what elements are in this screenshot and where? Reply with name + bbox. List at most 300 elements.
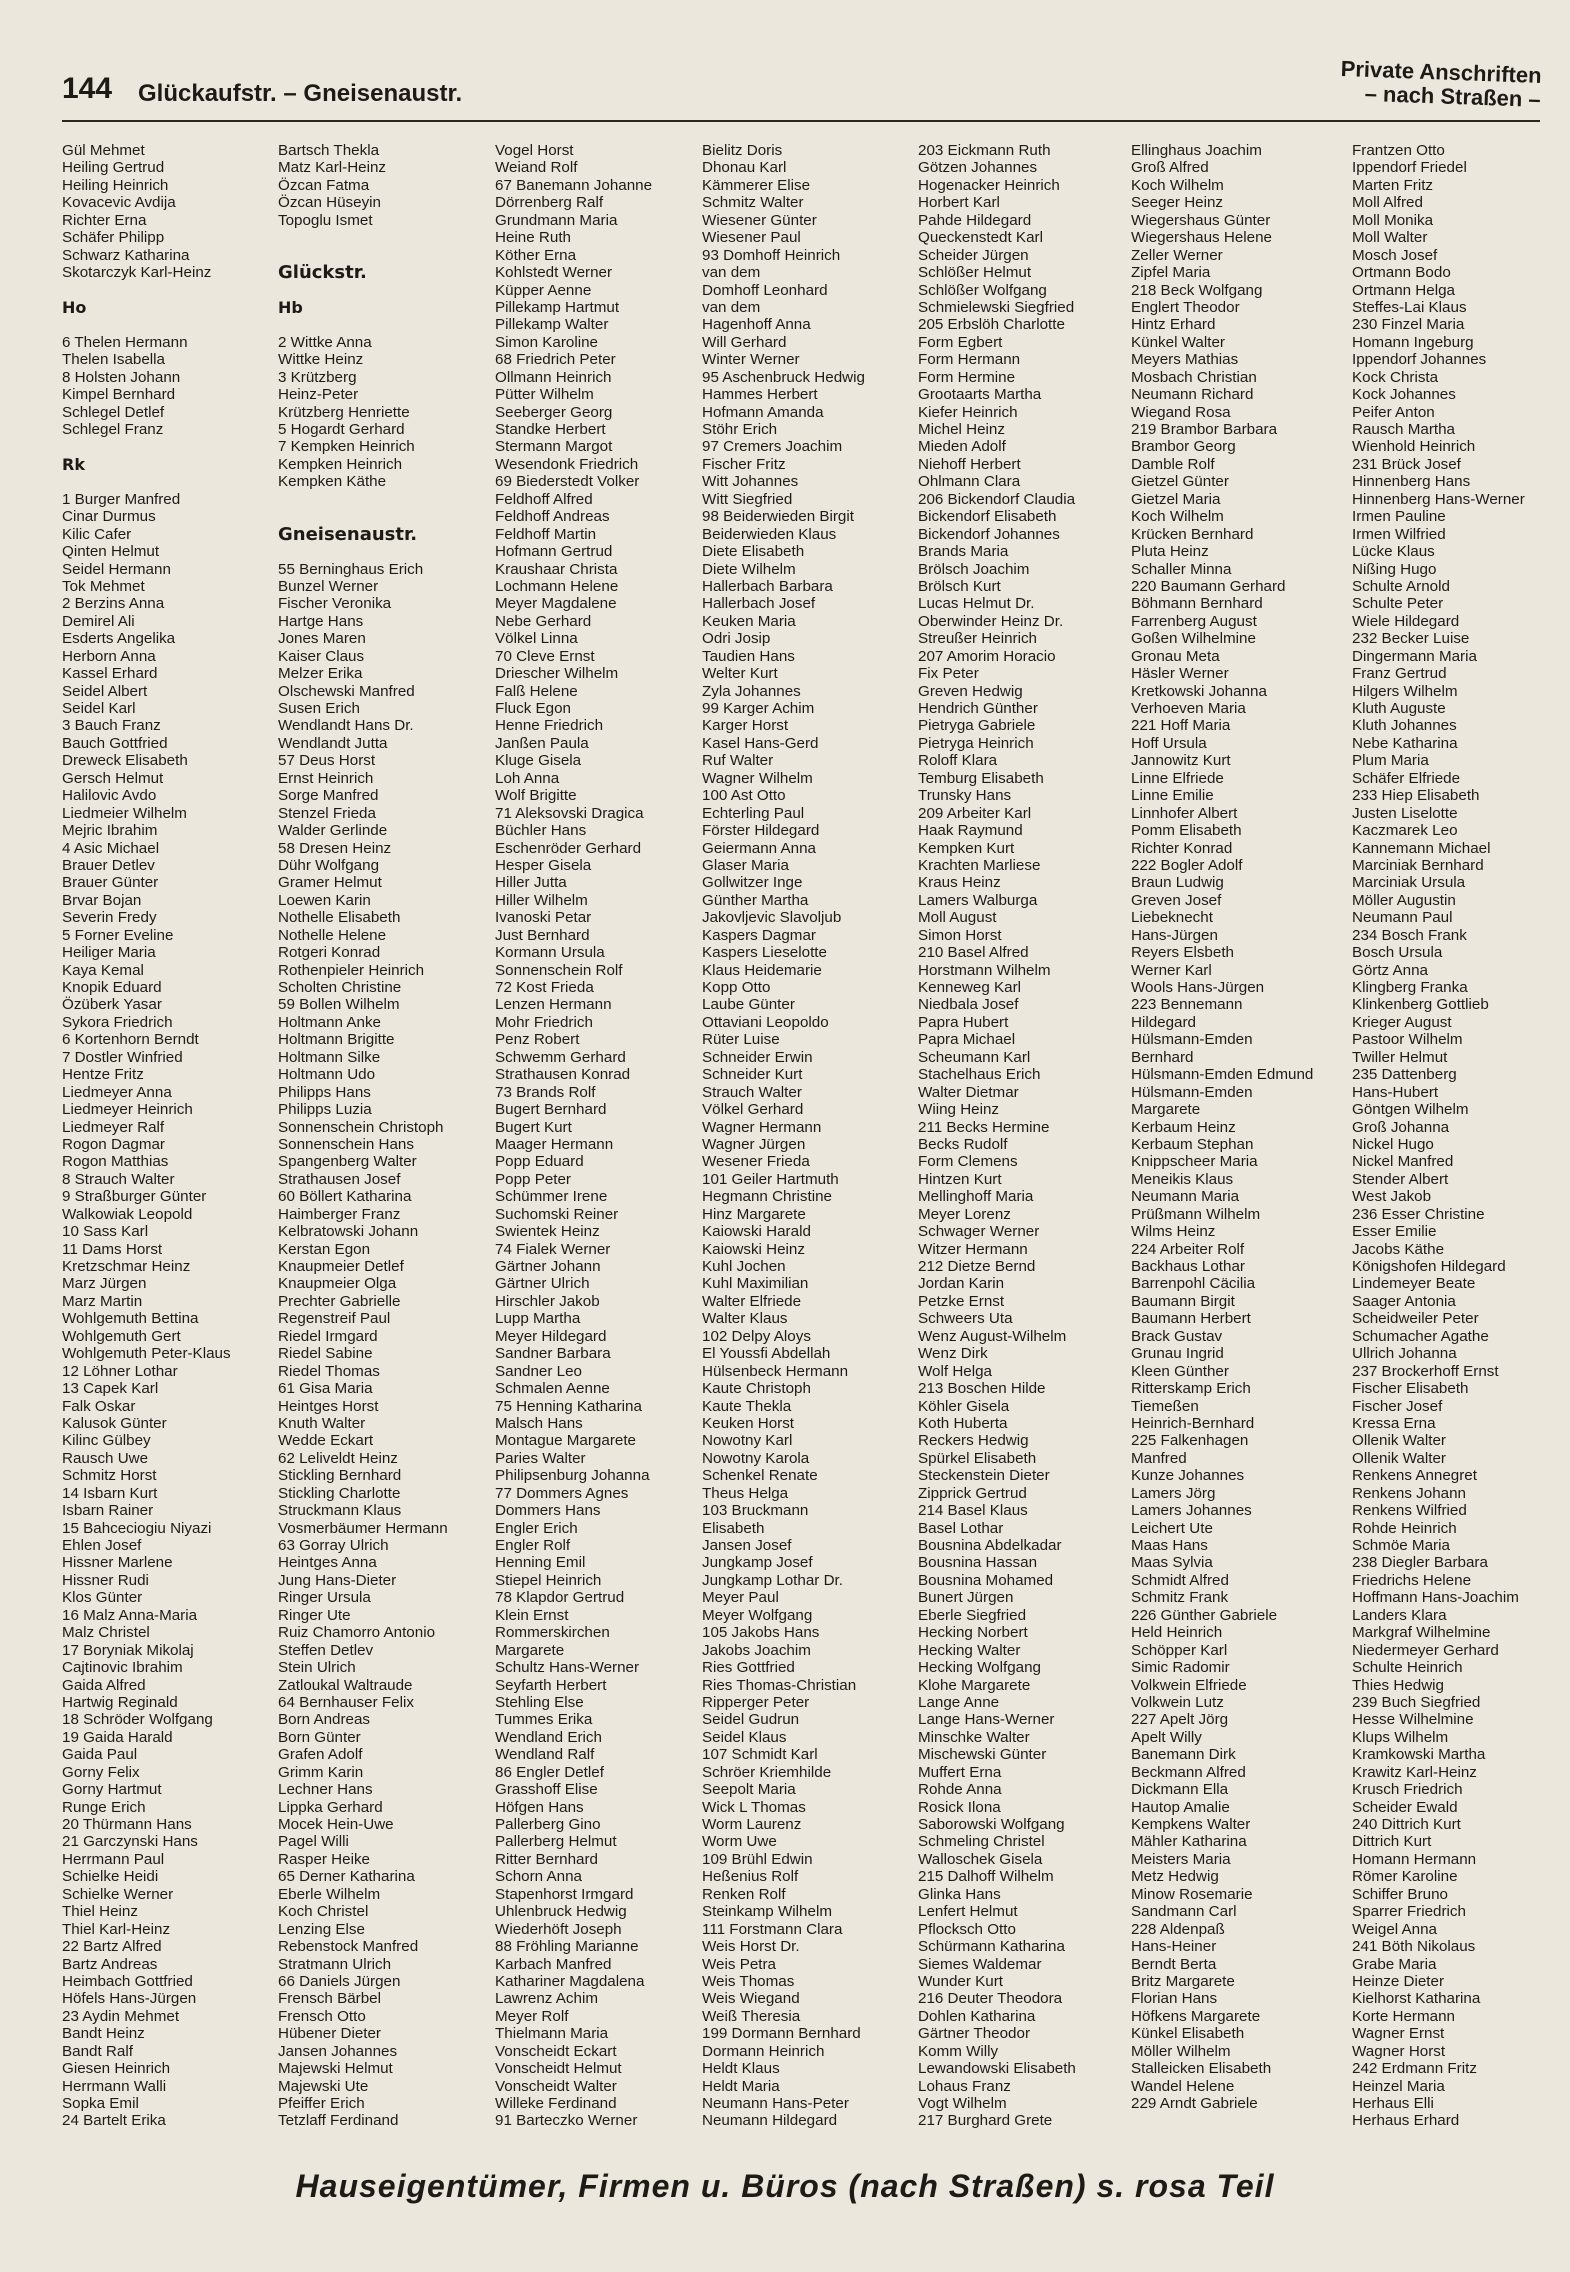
resident-entry: Domhoff Leonhard — [702, 281, 828, 299]
resident-entry: Bousnina Abdelkadar — [918, 1537, 1062, 1554]
resident-entry: Bielitz Doris — [702, 142, 783, 159]
spacer — [278, 491, 448, 508]
resident-entry: Braun Ludwig — [1131, 874, 1224, 892]
resident-entry: Kretkowski Johanna — [1131, 682, 1267, 700]
resident-entry: Nißing Hugo — [1352, 560, 1437, 578]
resident-entry: Kilinc Gülbey — [62, 1432, 151, 1450]
resident-entry: Spürkel Elisabeth — [918, 1449, 1037, 1467]
resident-entry: Schielke Heidi — [62, 1868, 159, 1886]
resident-entry: Tummes Erika — [495, 1711, 593, 1729]
resident-entry: Bousnina Mohamed — [918, 1571, 1054, 1589]
resident-entry: Form Egbert — [918, 333, 1003, 351]
resident-entry: Hinnenberg Hans-Werner — [1352, 490, 1525, 508]
resident-entry: Renkens Annegret — [1352, 1467, 1477, 1485]
resident-entry: Knaupmeier Detlef — [278, 1258, 404, 1275]
resident-entry: Schümmer Irene — [495, 1188, 608, 1206]
resident-entry: 98 Beiderwieden Birgit — [702, 508, 854, 526]
resident-entry: 67 Banemann Johanne — [495, 176, 653, 194]
resident-entry: Montague Margarete — [495, 1432, 636, 1450]
resident-entry: Marz Martin — [62, 1292, 143, 1310]
resident-entry: Stender Albert — [1352, 1170, 1449, 1188]
resident-entry: Nebe Gerhard — [495, 612, 592, 630]
resident-entry: Küpper Aenne — [495, 281, 592, 299]
section-heading: Gneisenaustr. — [278, 523, 418, 545]
resident-entry: Ivanoski Petar — [495, 909, 592, 927]
resident-entry: Schmalen Aenne — [495, 1380, 610, 1398]
resident-entry: Ortmann Bodo — [1352, 264, 1451, 282]
resident-entry: Neumann Maria — [1131, 1188, 1240, 1206]
resident-entry: 235 Dattenberg — [1352, 1066, 1457, 1084]
resident-entry: Florian Hans — [1131, 1990, 1218, 2008]
resident-entry: 73 Brands Rolf — [495, 1083, 596, 1101]
resident-entry: Lucas Helmut Dr. — [918, 595, 1035, 613]
resident-entry: 78 Klapdor Gertrud — [495, 1589, 625, 1607]
resident-entry: Severin Fredy — [62, 909, 157, 927]
resident-entry: 222 Bogler Adolf — [1131, 856, 1243, 874]
resident-entry: Diete Elisabeth — [702, 543, 805, 561]
resident-entry: Halilovic Avdo — [62, 787, 157, 805]
resident-entry: Fix Peter — [918, 665, 979, 683]
resident-entry: Renken Rolf — [702, 1885, 786, 1903]
resident-entry: Holtmann Udo — [278, 1066, 376, 1084]
resident-entry: Wolf Helga — [918, 1362, 993, 1380]
resident-entry: Thiel Karl-Heinz — [62, 1920, 171, 1938]
resident-entry: Frantzen Otto — [1352, 142, 1445, 159]
resident-entry: Walter Elfriede — [702, 1292, 802, 1310]
resident-entry: 70 Cleve Ernst — [495, 647, 595, 665]
resident-entry: Hesper Gisela — [495, 856, 592, 874]
resident-entry: Bugert Bernhard — [495, 1101, 607, 1119]
resident-entry: Vonscheidt Eckart — [495, 2042, 617, 2060]
resident-entry: Moll August — [918, 909, 997, 927]
resident-entry: 59 Bollen Wilhelm — [278, 996, 400, 1014]
resident-entry: Eberle Siegfried — [918, 1606, 1027, 1624]
resident-entry: Kasel Hans-Gerd — [702, 734, 819, 752]
resident-entry: 103 Bruckmann — [702, 1502, 809, 1520]
resident-entry: Schmeling Christel — [918, 1833, 1045, 1851]
resident-entry: Herrmann Paul — [62, 1850, 165, 1868]
resident-entry: Krachten Marliese — [918, 856, 1041, 874]
resident-entry: Pietryga Gabriele — [918, 717, 1036, 735]
resident-entry: Pahde Hildegard — [918, 211, 1032, 229]
resident-entry: Seidel Gudrun — [702, 1711, 800, 1729]
resident-entry: Stehling Else — [495, 1693, 584, 1711]
resident-entry: Seidel Karl — [62, 700, 136, 717]
resident-entry: Renkens Johann — [1352, 1484, 1466, 1502]
resident-entry: 3 Krützberg — [278, 368, 357, 386]
resident-entry: 66 Daniels Jürgen — [278, 1972, 401, 1990]
resident-entry: Weigel Anna — [1352, 1920, 1437, 1938]
resident-entry: Kuhl Jochen — [702, 1258, 786, 1275]
resident-entry: 232 Becker Luise — [1352, 630, 1470, 648]
resident-entry: Moll Alfred — [1352, 194, 1423, 212]
resident-entry: Kock Johannes — [1352, 386, 1456, 404]
resident-entry: Schumacher Agathe — [1352, 1327, 1489, 1345]
resident-entry: Sandner Leo — [495, 1362, 582, 1380]
resident-entry: Brvar Bojan — [62, 891, 142, 909]
resident-entry: Gorny Hartmut — [62, 1781, 162, 1799]
resident-entry: Loewen Karin — [278, 891, 371, 909]
resident-entry: Simon Karoline — [495, 333, 598, 351]
resident-entry: Driescher Wilhelm — [495, 665, 619, 683]
resident-entry: Linne Elfriede — [1131, 769, 1224, 787]
resident-entry: 207 Amorim Horacio — [918, 647, 1056, 665]
resident-entry: Ullrich Johanna — [1352, 1345, 1457, 1363]
resident-entry: Bickendorf Elisabeth — [918, 508, 1057, 526]
resident-entry: 214 Basel Klaus — [918, 1502, 1028, 1520]
resident-entry: Wienhold Heinrich — [1352, 438, 1476, 456]
resident-entry: Steffes-Lai Klaus — [1352, 298, 1467, 316]
resident-entry: Papra Hubert — [918, 1013, 1009, 1031]
resident-entry: Gollwitzer Inge — [702, 874, 803, 892]
resident-entry: Brauer Günter — [62, 874, 159, 892]
resident-entry: Irmen Pauline — [1352, 508, 1446, 526]
resident-entry: Kempkens Walter — [1131, 1816, 1251, 1833]
header-divider — [62, 120, 1540, 122]
resident-entry: Neumann Paul — [1352, 909, 1453, 927]
resident-entry: Lange Anne — [918, 1693, 1000, 1711]
resident-entry: Hammes Herbert — [702, 386, 818, 404]
resident-entry: 65 Derner Katharina — [278, 1868, 415, 1886]
resident-entry: Niedbala Josef — [918, 996, 1019, 1014]
resident-entry: Laube Günter — [702, 996, 795, 1014]
resident-entry: van dem — [702, 264, 761, 282]
resident-entry: Lippka Gerhard — [278, 1798, 383, 1816]
resident-entry: Hesse Wilhelmine — [1352, 1711, 1474, 1729]
resident-entry: Schlößer Wolfgang — [918, 281, 1047, 299]
resident-entry: Sonnenschein Christoph — [278, 1118, 444, 1136]
resident-entry: 99 Karger Achim — [702, 700, 815, 717]
resident-entry: Berndt Berta — [1131, 1955, 1217, 1973]
resident-entry: 211 Becks Hermine — [918, 1118, 1050, 1136]
directory-listing — [62, 142, 1542, 2157]
resident-entry: Strathausen Konrad — [495, 1066, 631, 1084]
resident-entry: 230 Finzel Maria — [1352, 316, 1465, 334]
spacer — [278, 229, 448, 246]
resident-entry: Ottaviani Leopoldo — [702, 1013, 829, 1031]
resident-entry: Hagenhoff Anna — [702, 316, 811, 334]
resident-entry: Stratmann Ulrich — [278, 1955, 392, 1973]
resident-entry: Schultz Hans-Werner — [495, 1659, 640, 1677]
resident-entry: 77 Dommers Agnes — [495, 1484, 629, 1502]
resident-entry: Hans-Jürgen — [1131, 926, 1218, 944]
resident-entry: Kopp Otto — [702, 979, 771, 996]
resident-entry: Heldt Maria — [702, 2077, 780, 2095]
resident-entry: Jones Maren — [278, 630, 366, 648]
resident-entry: Marciniak Bernhard — [1352, 856, 1484, 874]
resident-entry: Hecking Walter — [918, 1641, 1021, 1659]
resident-entry: Wiele Hildegard — [1352, 612, 1460, 630]
resident-entry: Weiand Rolf — [495, 159, 578, 177]
resident-entry: Frensch Otto — [278, 2007, 366, 2025]
resident-entry: Hallerbach Josef — [702, 595, 816, 613]
resident-entry: Hentze Fritz — [62, 1066, 144, 1084]
resident-entry: Dormann Heinrich — [702, 2042, 825, 2060]
resident-entry: Kerbaum Heinz — [1131, 1118, 1236, 1136]
resident-entry: 93 Domhoff Heinrich — [702, 246, 841, 264]
resident-entry: Wagner Jürgen — [702, 1135, 806, 1153]
resident-entry: Grafen Adolf — [278, 1746, 363, 1764]
resident-entry: Bandt Heinz — [62, 2025, 145, 2043]
resident-entry: Henning Emil — [495, 1554, 586, 1572]
resident-entry: Werner Karl — [1131, 961, 1212, 979]
resident-entry: Lamers Walburga — [918, 891, 1038, 909]
resident-entry: Kluth Auguste — [1352, 700, 1446, 717]
resident-entry: 8 Holsten Johann — [62, 368, 181, 386]
resident-entry: Komm Willy — [918, 2042, 999, 2060]
resident-entry: Herhaus Erhard — [1352, 2112, 1460, 2130]
resident-entry: Götzen Johannes — [918, 159, 1038, 177]
resident-entry: Kluge Gisela — [495, 752, 582, 770]
resident-entry: Jungkamp Lothar Dr. — [702, 1571, 843, 1589]
resident-entry: 22 Bartz Alfred — [62, 1938, 162, 1956]
resident-entry: Homann Ingeburg — [1352, 333, 1474, 351]
resident-entry: Meyer Hildegard — [495, 1327, 607, 1345]
resident-entry: Jakobs Joachim — [702, 1641, 811, 1659]
resident-entry: Seidel Hermann — [62, 560, 171, 578]
resident-entry: 72 Kost Frieda — [495, 979, 594, 996]
resident-entry: Swientek Heinz — [495, 1223, 600, 1241]
resident-entry: Hildegard — [1131, 1013, 1197, 1031]
resident-entry: Wesendonk Friedrich — [495, 455, 639, 473]
resident-entry: 111 Forstmann Clara — [702, 1920, 843, 1938]
resident-entry: Schröer Kriemhilde — [702, 1763, 832, 1781]
resident-entry: Kalusok Günter — [62, 1414, 167, 1432]
resident-entry: Möller Augustin — [1352, 891, 1456, 909]
resident-entry: Künkel Elisabeth — [1131, 2025, 1245, 2043]
resident-entry: Neumann Hans-Peter — [702, 2095, 849, 2112]
resident-entry: 1 Burger Manfred — [62, 490, 181, 508]
resident-entry: 75 Henning Katharina — [495, 1397, 642, 1415]
resident-entry: Metz Hedwig — [1131, 1868, 1219, 1886]
resident-entry: Britz Margarete — [1131, 1972, 1235, 1990]
resident-entry: Kaiowski Heinz — [702, 1240, 805, 1258]
resident-entry: Höfels Hans-Jürgen — [62, 1990, 197, 2008]
resident-entry: Geiermann Anna — [702, 839, 816, 857]
resident-entry: Schneider Kurt — [702, 1066, 803, 1084]
resident-entry: Dommers Hans — [495, 1502, 601, 1520]
resident-entry: Stapenhorst Irmgard — [495, 1885, 634, 1903]
directory-column-7 — [1352, 142, 1525, 2130]
resident-entry: Kempken Kurt — [918, 839, 1015, 857]
resident-entry: Koch Wilhelm — [1131, 508, 1224, 526]
resident-entry: Walter Dietmar — [918, 1083, 1019, 1101]
resident-entry: 100 Ast Otto — [702, 787, 786, 805]
resident-entry: 102 Delpy Aloys — [702, 1327, 811, 1345]
resident-entry: Sonnenschein Rolf — [495, 961, 623, 979]
resident-entry: Rothenpieler Heinrich — [278, 961, 425, 979]
resident-entry: 2 Wittke Anna — [278, 333, 372, 351]
resident-entry: Wools Hans-Jürgen — [1131, 979, 1265, 996]
resident-entry: Schulte Peter — [1352, 595, 1444, 613]
resident-entry: 63 Gorray Ulrich — [278, 1537, 389, 1554]
resident-entry: Rohde Anna — [918, 1781, 1002, 1799]
resident-entry: Völkel Linna — [495, 630, 578, 648]
resident-entry: Dreweck Elisabeth — [62, 752, 188, 770]
resident-entry: Krawitz Karl-Heinz — [1352, 1763, 1477, 1781]
resident-entry: Schwarz Katharina — [62, 246, 190, 264]
resident-entry: Höfkens Margarete — [1131, 2007, 1261, 2025]
resident-entry: Ripperger Peter — [702, 1693, 810, 1711]
resident-entry: 58 Dresen Heinz — [278, 839, 392, 857]
resident-entry: Wenz August-Wilhelm — [918, 1327, 1067, 1345]
resident-entry: Ollenik Walter — [1352, 1432, 1446, 1450]
resident-entry: Pluta Heinz — [1131, 543, 1209, 561]
resident-entry: Heinz-Peter — [278, 386, 359, 404]
resident-entry: Feldhoff Alfred — [495, 490, 593, 508]
resident-entry: Margarete — [1131, 1101, 1201, 1119]
resident-entry: Weis Petra — [702, 1955, 776, 1973]
resident-entry: Ritter Bernhard — [495, 1850, 598, 1868]
resident-entry: Ries Thomas-Christian — [702, 1676, 857, 1694]
resident-entry: 236 Esser Christine — [1352, 1205, 1485, 1223]
resident-entry: Köhler Gisela — [918, 1397, 1010, 1415]
resident-entry: Hissner Rudi — [62, 1571, 149, 1589]
resident-entry: 16 Malz Anna-Maria — [62, 1606, 198, 1624]
resident-entry: Königshofen Hildegard — [1352, 1258, 1506, 1275]
resident-entry: Liedmeyer Anna — [62, 1083, 172, 1101]
resident-entry: Esderts Angelika — [62, 630, 176, 648]
resident-entry: 7 Dostler Winfried — [62, 1048, 183, 1066]
resident-entry: Wiegershaus Günter — [1131, 211, 1271, 229]
resident-entry: Maager Hermann — [495, 1135, 614, 1153]
resident-entry: 86 Engler Detlef — [495, 1763, 604, 1781]
resident-entry: Volkwein Elfriede — [1131, 1676, 1247, 1694]
resident-entry: 95 Aschenbruck Hedwig — [702, 368, 865, 386]
resident-entry: Römer Karoline — [1352, 1868, 1458, 1886]
resident-entry: Ollenik Walter — [1352, 1449, 1446, 1467]
resident-entry: Irmen Wilfried — [1352, 525, 1446, 543]
resident-entry: Klein Ernst — [495, 1606, 569, 1624]
directory-column-6 — [1131, 142, 1313, 2112]
resident-entry: Greven Josef — [1131, 891, 1222, 909]
resident-entry: Lechner Hans — [278, 1781, 373, 1799]
resident-entry: Steckenstein Dieter — [918, 1467, 1050, 1485]
resident-entry: Schöpper Karl — [1131, 1641, 1228, 1659]
resident-entry: Regenstreif Paul — [278, 1310, 391, 1328]
resident-entry: Form Hermann — [918, 351, 1021, 369]
resident-entry: Lenfert Helmut — [918, 1903, 1018, 1921]
resident-entry: 23 Aydin Mehmet — [62, 2007, 180, 2025]
resident-entry: 61 Gisa Maria — [278, 1380, 373, 1398]
resident-entry: Heinrich-Bernhard — [1131, 1414, 1255, 1432]
resident-entry: Will Gerhard — [702, 333, 787, 351]
resident-entry: 8 Strauch Walter — [62, 1170, 175, 1188]
resident-entry: Twiller Helmut — [1352, 1048, 1448, 1066]
resident-entry: Pastoor Wilhelm — [1352, 1031, 1463, 1049]
resident-entry: 234 Bosch Frank — [1352, 926, 1467, 944]
resident-entry: Glinka Hans — [918, 1885, 1001, 1903]
spacer — [62, 282, 231, 299]
resident-entry: Seepolt Maria — [702, 1781, 796, 1799]
resident-entry: Bickendorf Johannes — [918, 525, 1060, 543]
section-title-line-2: – nach Straßen – — [1364, 80, 1542, 112]
resident-entry: Hinz Margarete — [702, 1205, 806, 1223]
resident-entry: Vogel Horst — [495, 142, 574, 159]
resident-entry: Kleen Günther — [1131, 1362, 1229, 1380]
resident-entry: Majewski Ute — [278, 2077, 369, 2095]
resident-entry: Pütter Wilhelm — [495, 386, 594, 404]
resident-entry: Pagel Willi — [278, 1833, 349, 1851]
resident-entry: 203 Eickmann Ruth — [918, 142, 1051, 159]
resident-entry: Kilic Cafer — [62, 525, 132, 543]
resident-entry: Giesen Heinrich — [62, 2060, 171, 2078]
resident-entry: Wagner Ernst — [1352, 2025, 1445, 2043]
resident-entry: Leichert Ute — [1131, 1519, 1213, 1537]
resident-entry: Kormann Ursula — [495, 944, 605, 962]
resident-entry: Nowotny Karola — [702, 1449, 810, 1467]
resident-entry: Stein Ulrich — [278, 1659, 356, 1677]
resident-entry: Ortmann Helga — [1352, 281, 1455, 299]
resident-entry: Krützberg Henriette — [278, 403, 410, 421]
resident-entry: Kaspers Dagmar — [702, 926, 816, 944]
resident-entry: Bosch Ursula — [1352, 944, 1443, 962]
resident-entry: 101 Geiler Hartmuth — [702, 1170, 839, 1188]
resident-entry: 5 Forner Eveline — [62, 926, 174, 944]
resident-entry: Hülsmann-Emden Edmund — [1131, 1066, 1314, 1084]
resident-entry: Sonnenschein Hans — [278, 1135, 414, 1153]
resident-entry: Böhmann Bernhard — [1131, 595, 1263, 613]
resident-entry: Kunze Johannes — [1131, 1467, 1245, 1485]
resident-entry: Ehlen Josef — [62, 1537, 142, 1554]
resident-entry: Stickling Charlotte — [278, 1484, 401, 1502]
resident-entry: Walkowiak Leopold — [62, 1205, 193, 1223]
street-range-title: Glückaufstr. – Gneisenaustr. — [138, 80, 463, 107]
resident-entry: Petzke Ernst — [918, 1292, 1005, 1310]
resident-entry: Verhoeven Maria — [1131, 700, 1246, 717]
resident-entry: Thielmann Maria — [495, 2025, 609, 2043]
resident-entry: Skotarczyk Karl-Heinz — [62, 264, 212, 282]
resident-entry: 220 Baumann Gerhard — [1131, 577, 1286, 595]
resident-entry: Wendlandt Hans Dr. — [278, 717, 414, 735]
resident-entry: Heintges Anna — [278, 1554, 377, 1572]
resident-entry: Streußer Heinrich — [918, 630, 1038, 648]
resident-entry: Marciniak Ursula — [1352, 874, 1466, 892]
resident-entry: Baumann Birgit — [1131, 1292, 1235, 1310]
resident-entry: Schmitz Walter — [702, 194, 804, 212]
resident-entry: Wiesener Günter — [702, 211, 817, 229]
resident-entry: Kaya Kemal — [62, 961, 144, 979]
resident-entry: Klinkenberg Gottlieb — [1352, 996, 1489, 1014]
resident-entry: Sorge Manfred — [278, 787, 379, 805]
resident-entry: Gaida Paul — [62, 1746, 138, 1764]
resident-entry: Brauer Detlev — [62, 856, 155, 874]
resident-entry: 3 Bauch Franz — [62, 717, 161, 735]
resident-entry: Jungkamp Josef — [702, 1554, 813, 1572]
resident-entry: 88 Fröhling Marianne — [495, 1938, 639, 1956]
resident-entry: Ollmann Heinrich — [495, 368, 612, 386]
resident-entry: Mähler Katharina — [1131, 1833, 1247, 1851]
resident-entry: 219 Brambor Barbara — [1131, 421, 1278, 438]
resident-entry: Kaiser Claus — [278, 647, 365, 665]
resident-entry: Horstmann Wilhelm — [918, 961, 1051, 979]
resident-entry: Simic Radomir — [1131, 1659, 1230, 1677]
resident-entry: 206 Bickendorf Claudia — [918, 490, 1076, 508]
spacer — [278, 543, 448, 560]
resident-entry: Nothelle Elisabeth — [278, 909, 401, 927]
resident-entry: Sopka Emil — [62, 2095, 139, 2112]
resident-entry: Möller Wilhelm — [1131, 2042, 1231, 2060]
resident-entry: Heiling Heinrich — [62, 176, 169, 194]
resident-entry: Paries Walter — [495, 1449, 586, 1467]
resident-entry: Hartge Hans — [278, 612, 364, 630]
resident-entry: Witzer Hermann — [918, 1240, 1028, 1258]
resident-entry: Stachelhaus Erich — [918, 1066, 1041, 1084]
resident-entry: Pietryga Heinrich — [918, 734, 1034, 752]
resident-entry: Welter Kurt — [702, 665, 778, 683]
resident-entry: Schmielewski Siegfried — [918, 298, 1075, 316]
resident-entry: 5 Hogardt Gerhard — [278, 421, 405, 438]
